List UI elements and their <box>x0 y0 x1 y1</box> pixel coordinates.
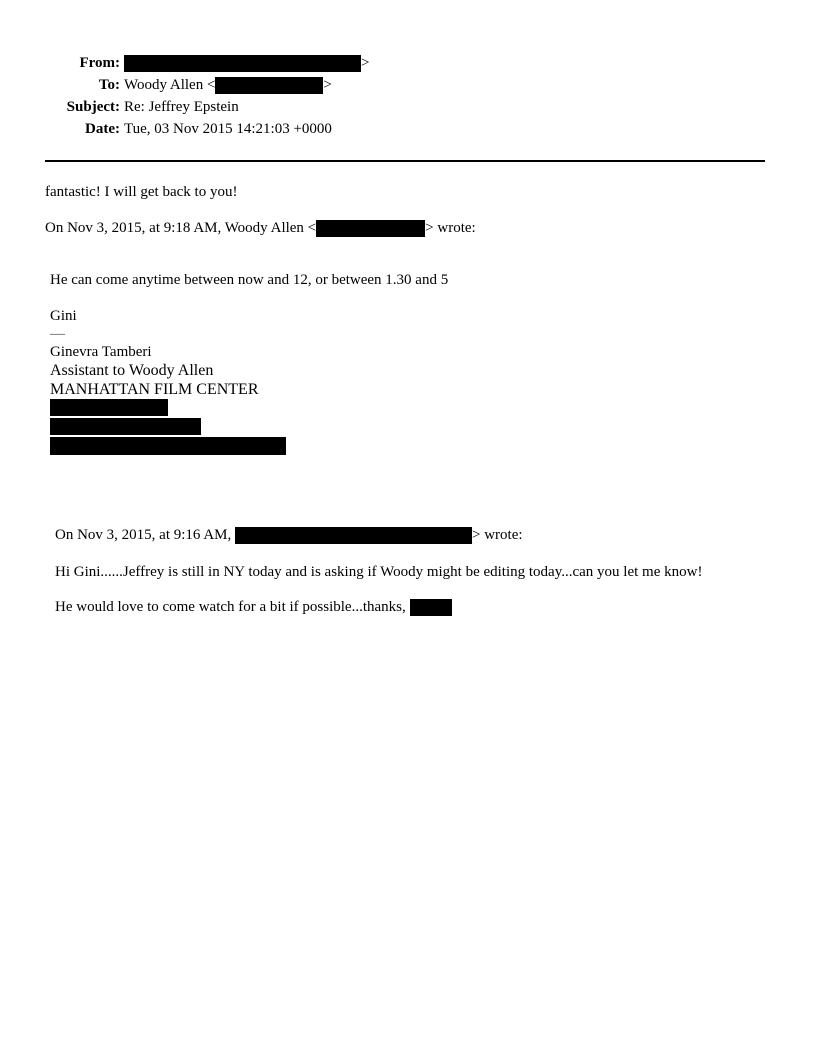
quote2-header <box>55 526 523 544</box>
from-row <box>0 54 370 74</box>
quote1-prefix: On Nov 3, 2015, at 9:18 AM, Woody Allen < <box>45 220 317 236</box>
message1-text: He can come anytime between now and 12, or between 1.30 and 5 <box>50 272 449 288</box>
redacted-to-address <box>215 77 323 94</box>
redacted-signature-line-2 <box>50 418 201 435</box>
quote1-suffix: > wrote: <box>425 220 476 236</box>
to-label: To: <box>98 77 120 93</box>
signature-title: Assistant to Woody Allen <box>50 362 214 379</box>
date-label: Date: <box>85 121 120 137</box>
header-divider <box>45 160 765 162</box>
signature-company: MANHATTAN FILM CENTER <box>50 381 259 398</box>
redacted-woody-address <box>316 220 425 237</box>
from-suffix: > <box>361 55 370 71</box>
signoff-text: Gini <box>50 308 77 324</box>
signature-dash: — <box>50 326 65 342</box>
date-value: Tue, 03 Nov 2015 14:21:03 +0000 <box>124 121 332 137</box>
subject-label: Subject: <box>66 99 120 115</box>
message3-text: He would love to come watch for a bit if possible...thanks, <box>55 599 406 615</box>
message2-text: Hi Gini......Jeffrey is still in NY today and is asking if Woody might be editing today...can you let me know! <box>55 564 703 580</box>
signature-name: Ginevra Tamberi <box>50 344 152 360</box>
subject-row <box>0 98 239 118</box>
to-value <box>124 76 332 94</box>
reply-text: fantastic! I will get back to you! <box>45 184 238 200</box>
quote2-prefix: On Nov 3, 2015, at 9:16 AM, <box>55 527 232 543</box>
redacted-signature-line-1 <box>50 399 168 416</box>
to-row <box>0 76 332 96</box>
quote1-header <box>45 219 476 237</box>
redacted-sender-name <box>235 527 472 544</box>
date-row <box>0 120 332 140</box>
from-label: From: <box>79 55 120 71</box>
message3-line <box>55 598 452 616</box>
redacted-from-address <box>124 55 361 72</box>
subject-value: Re: Jeffrey Epstein <box>124 99 239 115</box>
from-value <box>124 54 369 72</box>
redacted-signature-line-3 <box>50 437 286 455</box>
redacted-sender-signoff <box>410 599 452 616</box>
quote2-suffix: > wrote: <box>472 527 523 543</box>
to-suffix: > <box>323 77 332 93</box>
to-name: Woody Allen < <box>124 77 216 93</box>
